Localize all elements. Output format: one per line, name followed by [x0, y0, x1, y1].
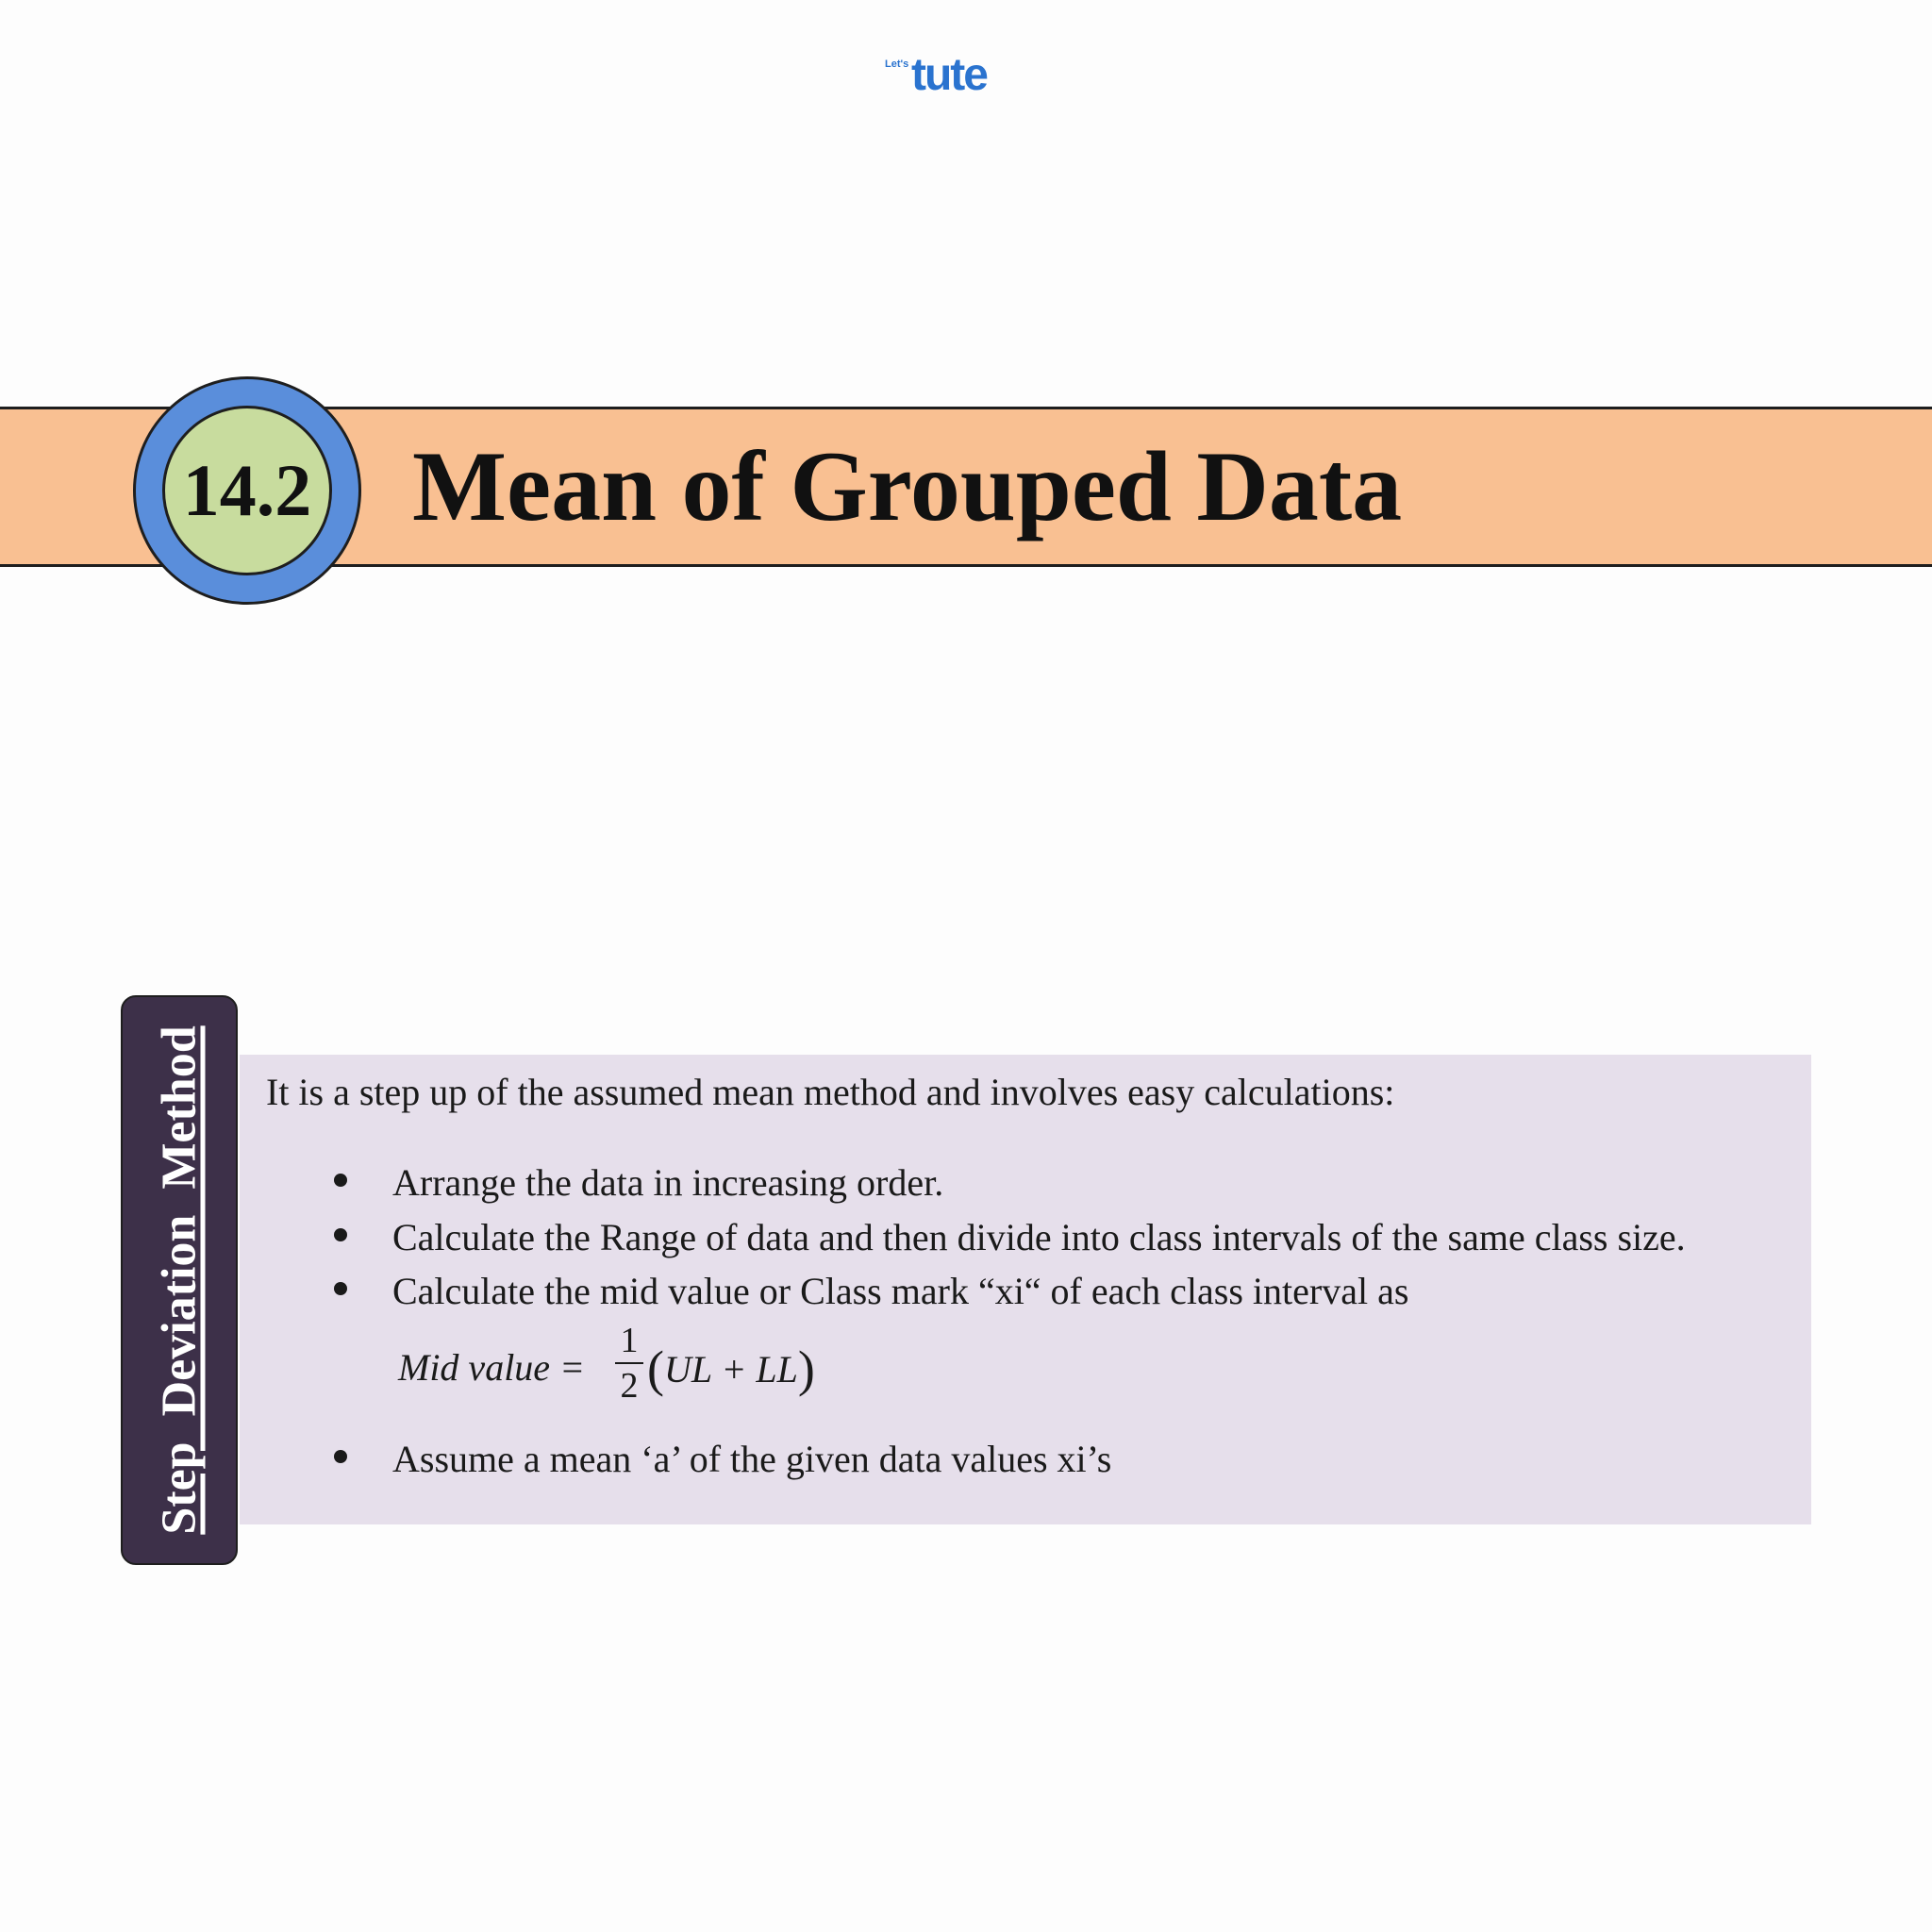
mid-value-formula — [398, 1321, 964, 1415]
logo-small-text: Let's — [885, 58, 909, 70]
side-tab — [121, 995, 238, 1565]
formula-rhs — [647, 1340, 815, 1398]
side-tab-label: Step Deviation Method — [152, 1025, 207, 1535]
formula-fraction — [615, 1321, 643, 1406]
bullet-text: Arrange the data in increasing order. — [392, 1161, 944, 1204]
formula-denominator: 2 — [620, 1366, 639, 1406]
intro-text: It is a step up of the assumed mean method and involves easy calculations: — [266, 1071, 1395, 1113]
lets-tute-logo — [885, 50, 998, 108]
formula-lhs: Mid value = — [398, 1346, 586, 1389]
bullet-text: Calculate the mid value or Class mark “xi“ of each class interval as — [392, 1270, 1409, 1312]
section-number-badge-inner — [162, 406, 332, 575]
bullet-icon — [334, 1174, 347, 1187]
list-item — [240, 1215, 1811, 1268]
section-number: 14.2 — [182, 449, 312, 531]
list-item — [240, 1160, 1811, 1213]
formula-rhs-inner: UL + LL — [663, 1348, 798, 1391]
formula-numerator: 1 — [620, 1321, 639, 1360]
left-paren: ( — [647, 1341, 664, 1397]
bullet-text: Assume a mean ‘a’ of the given data values xi’s — [392, 1438, 1112, 1480]
content-box — [240, 1055, 1811, 1524]
right-paren: ) — [797, 1341, 815, 1397]
list-item — [240, 1437, 1811, 1490]
section-number-badge — [133, 376, 361, 605]
bullet-icon — [334, 1282, 347, 1295]
bullet-icon — [334, 1450, 347, 1463]
fraction-bar — [615, 1362, 643, 1364]
logo-brand-text: tute — [911, 50, 987, 100]
list-item — [240, 1269, 1811, 1322]
bullet-icon — [334, 1228, 347, 1241]
section-title: Mean of Grouped Data — [412, 431, 1403, 541]
bullet-text: Calculate the Range of data and then divide into class intervals of the same class size. — [392, 1216, 1686, 1258]
